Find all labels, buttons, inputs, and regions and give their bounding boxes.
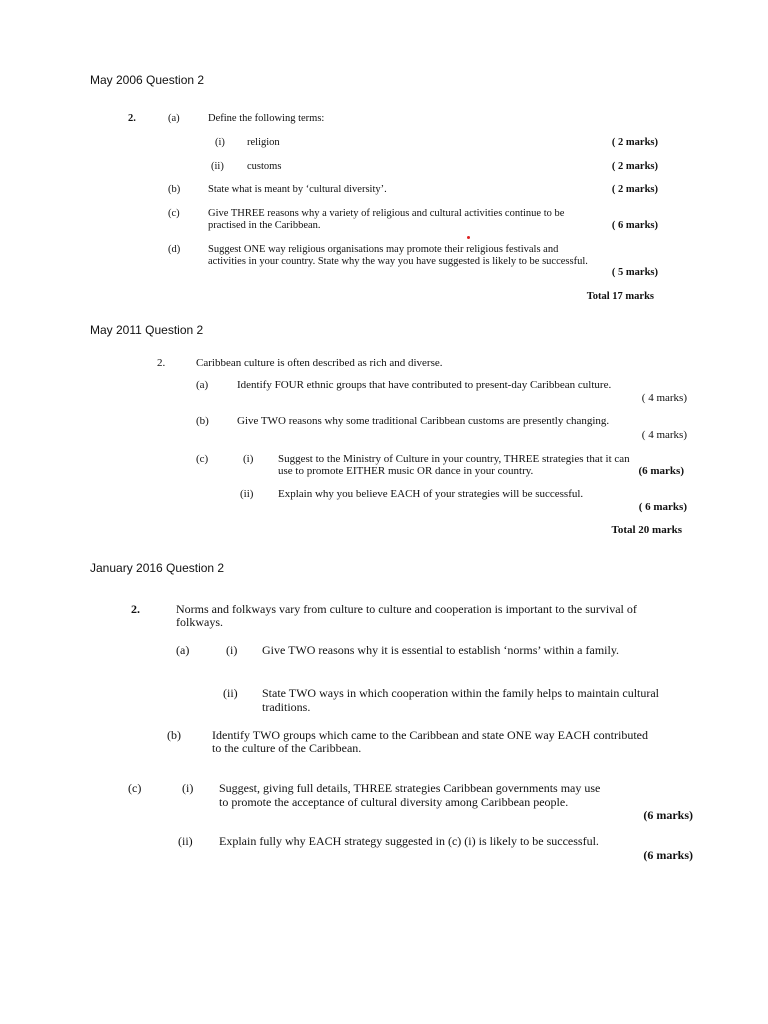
part-text: practised in the Caribbean. (208, 220, 321, 231)
subpart-label: (ii) (211, 161, 224, 172)
subpart-text: Explain fully why EACH strategy suggested in (c) (i) is likely to be successful. (219, 834, 599, 848)
part-label: (a) (168, 113, 180, 124)
subpart-label: (ii) (223, 686, 238, 700)
part-text: Define the following terms: (208, 113, 325, 124)
part-text: activities in your country. State why the way you have suggested is likely to be successful. (208, 256, 588, 267)
marks: ( 2 marks) (611, 184, 658, 195)
part-text: to the culture of the Caribbean. (212, 741, 362, 755)
part-label: (b) (196, 415, 209, 427)
part-text: Give THREE reasons why a variety of religious and cultural activities continue to be (208, 208, 565, 219)
marks: ( 5 marks) (611, 267, 658, 278)
marks: ( 4 marks) (641, 429, 687, 441)
question-intro: Norms and folkways vary from culture to culture and cooperation is important to the survival of (176, 602, 637, 616)
subpart-text: State TWO ways in which cooperation within the family helps to maintain cultural (262, 686, 660, 700)
subpart-text: Explain why you believe EACH of your strategies will be successful. (278, 488, 584, 500)
part-label: (a) (176, 643, 190, 657)
subpart-label: (ii) (178, 834, 193, 848)
section-heading-2011: May 2011 Question 2 (90, 323, 204, 337)
subpart-text: religion (247, 137, 280, 148)
marks: ( 6 marks) (638, 501, 687, 513)
part-label: (b) (167, 728, 181, 742)
part-label: (a) (196, 379, 209, 391)
question-number: 2. (157, 357, 166, 369)
question-number: 2. (128, 113, 136, 124)
red-mark (467, 236, 470, 239)
total-marks: Total 20 marks (611, 524, 682, 536)
marks: ( 2 marks) (611, 161, 658, 172)
marks: ( 6 marks) (611, 220, 658, 231)
question-number: 2. (131, 602, 140, 616)
marks: (6 marks) (643, 848, 693, 862)
subpart-label: (i) (243, 453, 254, 465)
part-label: (b) (168, 184, 181, 195)
subpart-text: Give TWO reasons why it is essential to establish ‘norms’ within a family. (262, 643, 620, 657)
part-label: (d) (168, 244, 181, 255)
subpart-text: Suggest to the Ministry of Culture in your country, THREE strategies that it can (278, 453, 630, 465)
part-label: (c) (196, 453, 209, 465)
subpart-text: to promote the acceptance of cultural diversity among Caribbean people. (219, 795, 569, 809)
section-heading-2016: January 2016 Question 2 (90, 561, 225, 575)
subpart-label: (i) (215, 137, 225, 148)
question-intro: folkways. (176, 615, 223, 629)
marks: ( 2 marks) (611, 137, 658, 148)
marks: (6 marks) (643, 808, 693, 822)
subpart-label: (ii) (240, 488, 254, 500)
marks: ( 4 marks) (641, 392, 687, 404)
section-heading-2006: May 2006 Question 2 (90, 73, 205, 87)
subpart-label: (i) (182, 781, 194, 795)
part-text: Identify TWO groups which came to the Caribbean and state ONE way EACH contributed (212, 728, 648, 742)
marks: (6 marks) (638, 465, 684, 477)
total-marks: Total 17 marks (586, 291, 654, 302)
subpart-text: traditions. (262, 700, 311, 714)
part-text: Identify FOUR ethnic groups that have contributed to present-day Caribbean culture. (237, 379, 612, 391)
part-text: Suggest ONE way religious organisations may promote their religious festivals and (208, 244, 559, 255)
subpart-label: (i) (226, 643, 238, 657)
subpart-text: Suggest, giving full details, THREE strategies Caribbean governments may use (219, 781, 601, 795)
part-text: Give TWO reasons why some traditional Caribbean customs are presently changing. (237, 415, 610, 427)
part-text: State what is meant by ‘cultural diversity’. (208, 184, 387, 195)
subpart-text: use to promote EITHER music OR dance in your country. (278, 465, 534, 477)
subpart-text: customs (247, 161, 282, 172)
part-label: (c) (168, 208, 180, 219)
part-label: (c) (128, 781, 142, 795)
question-intro: Caribbean culture is often described as rich and diverse. (196, 357, 443, 369)
